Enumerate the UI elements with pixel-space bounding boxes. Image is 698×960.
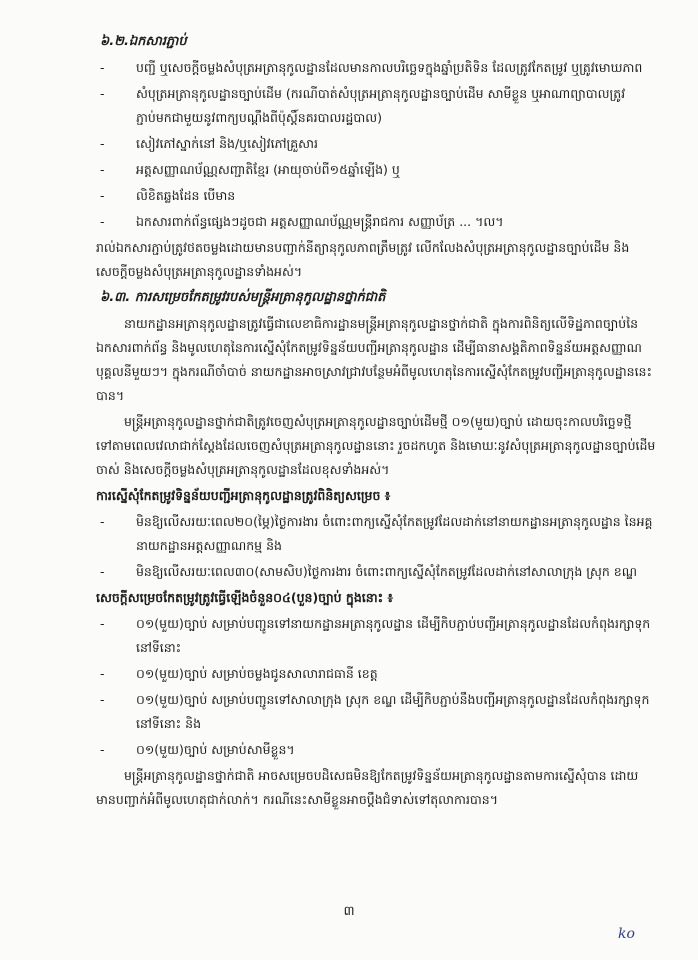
list-item: - ឯកសារពាក់ព័ន្ធផ្សេងៗដូចជា អត្តសញ្ញាណប័ណ្ណមន្ត្រីរាជការ សញ្ញាប័ត្រ ... ។ល។: [96, 210, 658, 234]
list-item: - អត្តសញ្ញាណប័ណ្ណសញ្ជាតិខ្មែរ (អាយុចាប់ពី១៥ឆ្នាំឡើង) ឬ: [96, 158, 658, 182]
decision-copies-list: [96, 612, 658, 762]
deadline-list: [96, 510, 658, 584]
deadline-heading: ការស្នើសុំកែតម្រូវទិន្នន័យបញ្ជីអត្រានុកូលដ្ឋានត្រូវពិនិត្យសម្រេច ៖: [96, 488, 391, 503]
list-item: - សំបុត្រអត្រានុកូលដ្ឋានច្បាប់ដើម (ករណីបាត់សំបុត្រអត្រានុកូលដ្ឋានច្បាប់ដើម សាមីខ្លួន ឬអាណាព្យាបាលត្រូវភ្ជាប់មកជាមួយនូវពាក្យបណ្ដឹងពីប៉ុស្តិ៍នគរបាលរដ្ឋបាល): [96, 82, 658, 130]
list-item: - ០១(មួយ)ច្បាប់ សម្រាប់ចម្លងជូនសាលារាជធានី ខេត្ត: [96, 662, 658, 686]
list-item: - បញ្ជី ឬសេចក្ដីចម្លងសំបុត្រអត្រានុកូលដ្ឋានដែលមានកាលបរិច្ឆេទក្នុងឆ្នាំប្រតិទិន ដែលត្រូវកែតម្រូវ ឬត្រូវមោឃភាព: [96, 56, 658, 80]
dash-icon: -: [100, 136, 105, 151]
attachments-list: [96, 56, 658, 234]
list-item: - សៀវភៅស្នាក់នៅ និង/ឬសៀវភៅគ្រួសារ: [96, 132, 658, 156]
list-item: - មិនឱ្យលើសរយៈពេល២០(ម្ភៃ)ថ្ងៃការងារ ចំពោះពាក្យស្នើសុំកែតម្រូវដែលដាក់នៅនាយកដ្ឋានអត្រានុកូលដ្ឋាន នៃអគ្គនាយកដ្ឋានអត្តសញ្ញាណកម្ម និង: [96, 510, 658, 558]
attachments-closing: រាល់ឯកសារភ្ជាប់ត្រូវថតចម្លងដោយមានបញ្ជាក់នីត្យានុកូលភាពត្រឹមត្រូវ លើកលែងសំបុត្រអត្រានុកូលដ្ឋានច្បាប់ដើម និងសេចក្ដីចម្លងសំបុត្រអត្រានុកូលដ្ឋានទាំងអស់។: [96, 240, 630, 279]
paragraph-secretariat: នាយកដ្ឋានអត្រានុកូលដ្ឋានត្រូវធ្វើជាលេខាធិការដ្ឋានមន្ត្រីអត្រានុកូលដ្ឋានថ្នាក់ជាតិ ក្នុងការពិនិត្យលើទិដ្ឋភាពច្បាប់នៃឯកសារពាក់ព័ន្ធ និងមូលហេតុនៃការស្នើសុំកែតម្រូវទិន្នន័យបញ្ជីអត្រានុកូលដ្ឋាន ដើម្បីធានាសង្គតិភាពទិន្នន័យអត្តសញ្ញាណបុគ្គលនីមួយៗ។ ក្នុងករណីចាំបាច់ នាយកដ្ឋានអាចស្រាវជ្រាវបន្ថែមអំពីមូលហេតុនៃការស្នើសុំកែតម្រូវបញ្ជីអត្រានុកូលដ្ឋាននេះបាន។: [96, 316, 652, 403]
dash-icon: -: [100, 162, 105, 177]
handwritten-note: ko: [618, 926, 635, 942]
dash-icon: -: [100, 86, 105, 101]
dash-icon: -: [100, 692, 105, 707]
dash-icon: -: [100, 666, 105, 681]
dash-icon: -: [100, 616, 105, 631]
dash-icon: -: [100, 514, 105, 529]
dash-icon: -: [100, 60, 105, 75]
section-heading-6-3: ៦.៣. ការសម្រេចកែតម្រូវរបស់មន្ត្រីអត្រានុកូលដ្ឋានថ្នាក់ជាតិ: [100, 290, 386, 305]
paragraph-refusal: មន្ត្រីអត្រានុកូលដ្ឋានថ្នាក់ជាតិ អាចសម្រេចបដិសេធមិនឱ្យកែតម្រូវទិន្នន័យអត្រានុកូលដ្ឋានតាមការស្នើសុំបាន ដោយមានបញ្ជាក់អំពីមូលហេតុជាក់លាក់។ ករណីនេះសាមីខ្លួនអាចប្ដឹងជំទាស់ទៅតុលាការបាន។: [96, 768, 639, 807]
list-item: - ០១(មួយ)ច្បាប់ សម្រាប់បញ្ជូនទៅនាយកដ្ឋានអត្រានុកូលដ្ឋាន ដើម្បីកិបភ្ជាប់បញ្ជីអត្រានុកូលដ្ឋានដែលកំពុងរក្សាទុកនៅទីនោះ: [96, 612, 658, 660]
list-item: - ០១(មួយ)ច្បាប់ សម្រាប់បញ្ជូនទៅសាលាក្រុង ស្រុក ខណ្ឌ ដើម្បីកិបភ្ជាប់នឹងបញ្ជីអត្រានុកូលដ្ឋានដែលកំពុងរក្សាទុកនៅទីនោះ និង: [96, 688, 658, 736]
dash-icon: -: [100, 564, 105, 579]
section-heading-6-2: ៦.២.ឯកសារភ្ជាប់: [100, 34, 187, 49]
dash-icon: -: [100, 188, 105, 203]
list-item: - លិខិតឆ្លងដែន បើមាន: [96, 184, 658, 208]
dash-icon: -: [100, 214, 105, 229]
dash-icon: -: [100, 742, 105, 757]
decision-heading: សេចក្ដីសម្រេចកែតម្រូវត្រូវធ្វើឡើងចំនួន០៤(បួន)ច្បាប់ ក្នុងនោះ ៖: [96, 590, 393, 605]
page-number: ៣: [343, 904, 355, 919]
list-item: - មិនឱ្យលើសរយៈពេល៣០(សាមសិប)ថ្ងៃការងារ ចំពោះពាក្យស្នើសុំកែតម្រូវដែលដាក់នៅសាលាក្រុង ស្រុក ខណ្ឌ: [96, 560, 658, 584]
list-item: - ០១(មួយ)ច្បាប់ សម្រាប់សាមីខ្លួន។: [96, 738, 658, 762]
paragraph-new-certificate: មន្ត្រីអត្រានុកូលដ្ឋានថ្នាក់ជាតិត្រូវចេញសំបុត្រអត្រានុកូលដ្ឋានច្បាប់ដើមថ្មី ០១(មួយ)ច្បាប់ ដោយចុះកាលបរិច្ឆេទថ្មីទៅតាមពេលវេលាជាក់ស្ដែងដែលចេញសំបុត្រអត្រានុកូលដ្ឋាននោះ រួចដកហូត និងមោឃៈនូវសំបុត្រអត្រានុកូលដ្ឋានច្បាប់ដើមចាស់ និងសេចក្ដីចម្លងសំបុត្រអត្រានុកូលដ្ឋានដែលខុសទាំងអស់។: [96, 414, 656, 477]
